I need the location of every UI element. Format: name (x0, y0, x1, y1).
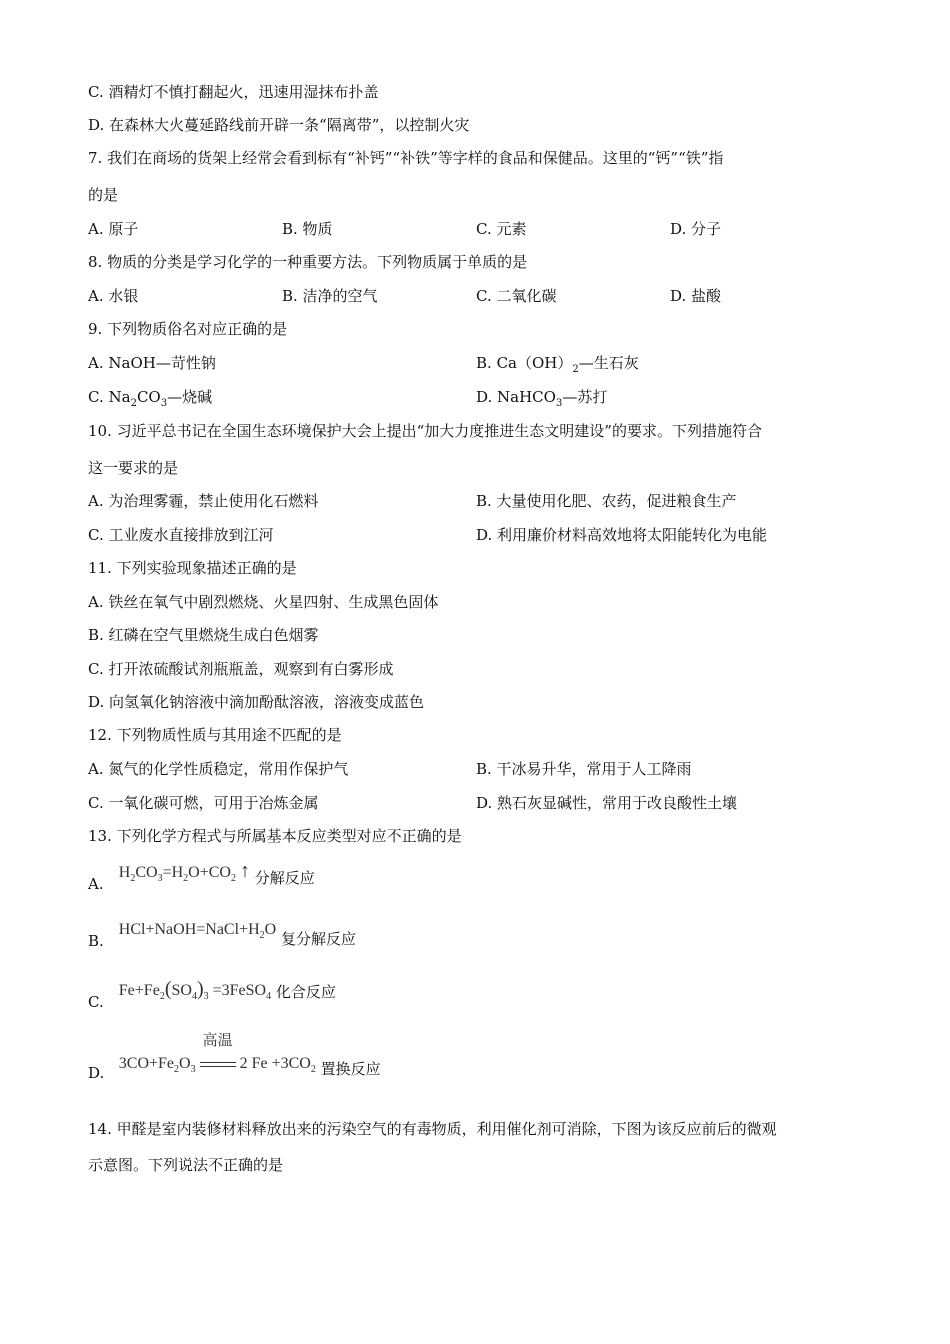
option-letter: B. (88, 932, 104, 950)
q12-option-c: C. 一氧化碳可燃，可用于冶炼金属 (88, 794, 319, 812)
q10-option-b: B. 大量使用化肥、农药，促进粮食生产 (476, 492, 737, 510)
option-letter: A. (88, 875, 104, 893)
reaction-type-c: 化合反应 (275, 983, 336, 1001)
q14-stem-cont: 示意图。下列说法不正确的是 (88, 1156, 284, 1174)
q10-stem: 10. 习近平总书记在全国生态环境保护大会上提出“加大力度推进生态文明建设”的要求。下列措施符合 (88, 422, 762, 440)
q6-option-d: D. 在森林大火蔓延路线前开辟一条“隔离带”，以控制火灾 (88, 116, 470, 134)
q9-stem: 9. 下列物质俗名对应正确的是 (88, 320, 288, 338)
reaction-type-d: 置换反应 (320, 1060, 381, 1078)
equation-b: $HCl+NaOH=NaCl+H_2O$ (118, 921, 277, 942)
q13-option-b (88, 918, 356, 950)
reaction-type-b: 复分解反应 (280, 930, 356, 948)
q8-option-c: C. 二氧化碳 (476, 287, 557, 305)
q9-option-c: C. $Na_2CO_3—$烧碱 (88, 388, 213, 409)
q13-option-d (88, 1033, 381, 1082)
q14-stem: 14. 甲醛是室内装修材料释放出来的污染空气的有毒物质，利用催化剂可消除，下图为该反应前后的微观 (88, 1120, 777, 1138)
q10-stem-cont: 这一要求的是 (88, 459, 179, 477)
q7-stem-cont: 的是 (88, 186, 119, 204)
q10-option-c: C. 工业废水直接排放到江河 (88, 526, 274, 544)
q7-option-b: B. 物质 (282, 220, 333, 238)
q11-option-d: D. 向氢氧化钠溶液中滴加酚酞溶液，溶液变成蓝色 (88, 693, 425, 711)
q8-stem: 8. 物质的分类是学习化学的一种重要方法。下列物质属于单质的是 (88, 253, 528, 271)
equation-a: $H_2CO_3=H_2O+CO_2$ ↑ (118, 860, 250, 885)
q9-option-b: B. $Ca(OH)_2—$生石灰 (476, 354, 639, 375)
q13-stem: 13. 下列化学方程式与所属基本反应类型对应不正确的是 (88, 827, 462, 845)
equation-c: $Fe+Fe_2(SO_4)_3$ =3FeSO$_4$ (118, 978, 272, 1003)
reaction-type-a: 分解反应 (254, 869, 315, 887)
reaction-condition: 高温 (200, 1055, 236, 1073)
q8-option-a: A. 水银 (88, 287, 139, 305)
q11-option-b: B. 红磷在空气里燃烧生成白色烟雾 (88, 626, 319, 644)
q7-option-a: A. 原子 (88, 220, 139, 238)
q7-option-d: D. 分子 (670, 220, 722, 238)
q10-option-d: D. 利用廉价材料高效地将太阳能转化为电能 (476, 526, 768, 544)
q8-option-b: B. 洁净的空气 (282, 287, 378, 305)
q8-option-d: D. 盐酸 (670, 287, 722, 305)
q10-option-a: A. 为治理雾霾，禁止使用化石燃料 (88, 492, 319, 510)
q6-option-c: C. 酒精灯不慎打翻起火，迅速用湿抹布扑盖 (88, 83, 379, 101)
q12-option-d: D. 熟石灰显碱性，常用于改良酸性土壤 (476, 794, 738, 812)
q13-option-c (88, 978, 336, 1011)
q12-stem: 12. 下列物质性质与其用途不匹配的是 (88, 726, 342, 744)
option-letter: C. (88, 993, 104, 1011)
q9-option-a: A. NaOH—苛性钠 (88, 354, 216, 372)
q11-option-a: A. 铁丝在氧气中剧烈燃烧、火星四射、生成黑色固体 (88, 593, 439, 611)
q12-option-b: B. 干冰易升华，常用于人工降雨 (476, 760, 692, 778)
q9-option-d: D. NaHCO$_3$—苏打 (476, 388, 608, 409)
q7-stem: 7. 我们在商场的货架上经常会看到标有“补钙”“补铁”等字样的食品和保健品。这里的“钙”“铁”指 (88, 149, 724, 167)
q12-option-a: A. 氮气的化学性质稳定，常用作保护气 (88, 760, 349, 778)
q11-option-c: C. 打开浓硫酸试剂瓶瓶盖，观察到有白雾形成 (88, 660, 394, 678)
option-letter: D. (88, 1064, 105, 1082)
q11-stem: 11. 下列实验现象描述正确的是 (88, 559, 297, 577)
equation-d: $3CO+Fe_2O_3$ 高温 2 $Fe +3CO_2$ (118, 1033, 316, 1076)
q13-option-a (88, 860, 315, 893)
q7-option-c: C. 元素 (476, 220, 527, 238)
